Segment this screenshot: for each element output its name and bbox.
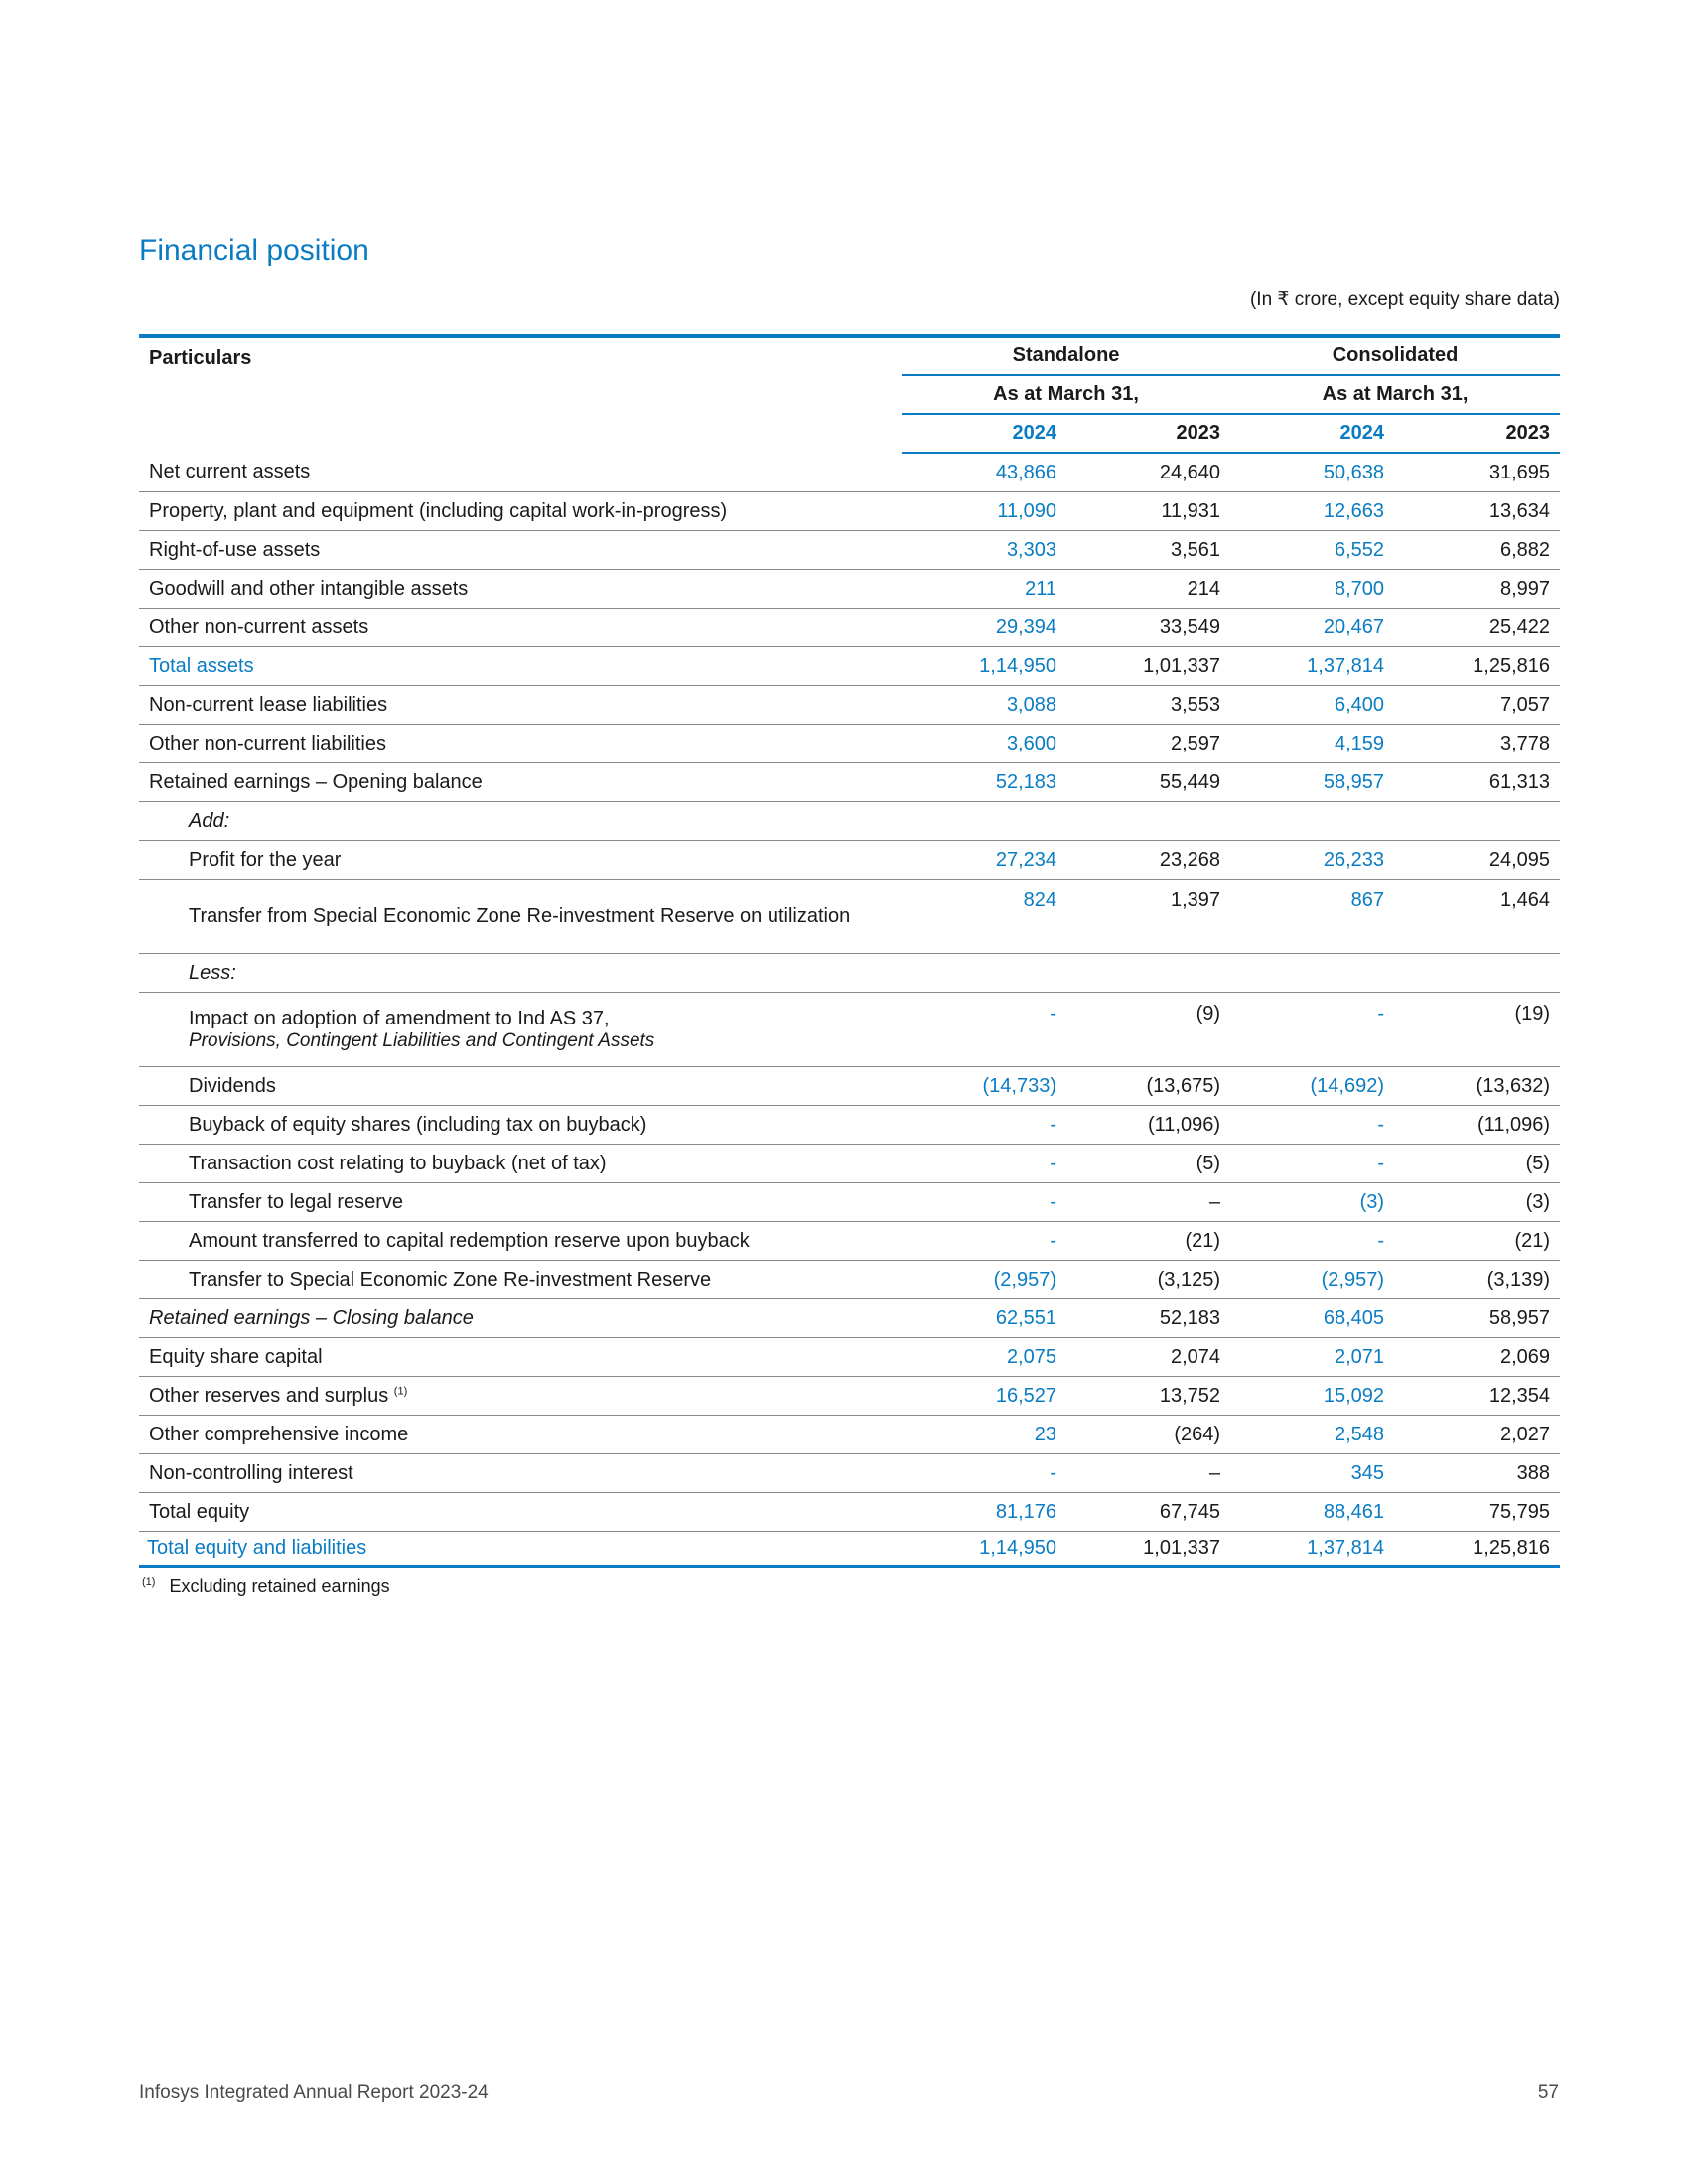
row-label: Other non-current assets: [139, 609, 902, 647]
cell-value: 25,422: [1394, 609, 1560, 647]
cell-value: 2,074: [1066, 1338, 1230, 1377]
cell-value: 867: [1230, 880, 1394, 954]
cell-value: 11,090: [902, 492, 1066, 531]
row-label: Right-of-use assets: [139, 531, 902, 570]
cell-value: 824: [902, 880, 1066, 954]
cell-value: 6,552: [1230, 531, 1394, 570]
cell-value: (3): [1394, 1183, 1560, 1222]
cell-value: 3,553: [1066, 686, 1230, 725]
cell-value: 3,561: [1066, 531, 1230, 570]
table-row: [139, 1222, 1560, 1261]
footnote: [142, 1576, 390, 1597]
table-row: [139, 841, 1560, 880]
cell-value: 8,997: [1394, 570, 1560, 609]
cell-value: (13,632): [1394, 1067, 1560, 1106]
cell-value: 55,449: [1066, 763, 1230, 802]
cell-value: 2,548: [1230, 1416, 1394, 1454]
row-label: Transaction cost relating to buyback (net of tax): [139, 1145, 902, 1183]
cell-value: -: [1230, 1222, 1394, 1261]
cell-value: 13,752: [1066, 1377, 1230, 1416]
footnote-ref: (1): [393, 1384, 408, 1397]
page-title: Financial position: [139, 234, 369, 267]
footnote-text: Excluding retained earnings: [169, 1576, 390, 1596]
cell-value: 4,159: [1230, 725, 1394, 763]
cell-value: (11,096): [1066, 1106, 1230, 1145]
cell-value: (2,957): [902, 1261, 1066, 1299]
cell-value: -: [1230, 1145, 1394, 1183]
cell-value: 3,303: [902, 531, 1066, 570]
row-label: Net current assets: [139, 453, 902, 492]
cell-value: (5): [1394, 1145, 1560, 1183]
cell-value: 11,931: [1066, 492, 1230, 531]
cell-value: (264): [1066, 1416, 1230, 1454]
row-label: Transfer to Special Economic Zone Re-investment Reserve: [139, 1261, 902, 1299]
cell-value: 1,37,814: [1230, 1532, 1394, 1567]
cell-value: 12,354: [1394, 1377, 1560, 1416]
cell-value: 75,795: [1394, 1493, 1560, 1532]
row-label: Total equity and liabilities: [139, 1532, 902, 1567]
row-label: Retained earnings – Opening balance: [139, 763, 902, 802]
table-row: [139, 763, 1560, 802]
cell-value: 27,234: [902, 841, 1066, 880]
cell-value: 2,597: [1066, 725, 1230, 763]
cell-value: 23: [902, 1416, 1066, 1454]
cell-value: 1,397: [1066, 880, 1230, 954]
table-row: [139, 1299, 1560, 1338]
table-row: [139, 453, 1560, 492]
unit-note: (In ₹ crore, except equity share data): [1249, 289, 1560, 310]
row-label: Property, plant and equipment (including capital work-in-progress): [139, 492, 902, 531]
cell-value: 214: [1066, 570, 1230, 609]
cell-value: 1,25,816: [1394, 1532, 1560, 1567]
cell-value: 3,600: [902, 725, 1066, 763]
cell-value: 88,461: [1230, 1493, 1394, 1532]
row-label: Profit for the year: [139, 841, 902, 880]
cell-value: (14,733): [902, 1067, 1066, 1106]
cell-value: (9): [1066, 993, 1230, 1067]
cell-value: (3): [1230, 1183, 1394, 1222]
row-label: Total equity: [139, 1493, 902, 1532]
cell-value: 8,700: [1230, 570, 1394, 609]
cell-value: 31,695: [1394, 453, 1560, 492]
table-row: [139, 686, 1560, 725]
cell-value: 3,088: [902, 686, 1066, 725]
cell-value: 67,745: [1066, 1493, 1230, 1532]
consolidated-header: Consolidated: [1230, 336, 1560, 375]
cell-value: 15,092: [1230, 1377, 1394, 1416]
row-label: Equity share capital: [139, 1338, 902, 1377]
table-row: [139, 725, 1560, 763]
table-row: [139, 1338, 1560, 1377]
cell-value: 6,882: [1394, 531, 1560, 570]
cell-value: -: [902, 1222, 1066, 1261]
financial-position-table: [139, 334, 1560, 1568]
row-label: Other comprehensive income: [139, 1416, 902, 1454]
cell-value: 6,400: [1230, 686, 1394, 725]
cell-value: 24,640: [1066, 453, 1230, 492]
cell-value: 1,01,337: [1066, 647, 1230, 686]
cell-value: 62,551: [902, 1299, 1066, 1338]
cell-value: –: [1066, 1454, 1230, 1493]
cell-value: 1,01,337: [1066, 1532, 1230, 1567]
cell-value: 211: [902, 570, 1066, 609]
standalone-as-at: As at March 31,: [902, 375, 1230, 414]
cell-value: 7,057: [1394, 686, 1560, 725]
row-label: Less:: [139, 954, 902, 993]
cell-value: 2,071: [1230, 1338, 1394, 1377]
year-header: 2023: [1394, 414, 1560, 453]
cell-value: 2,027: [1394, 1416, 1560, 1454]
cell-value: 388: [1394, 1454, 1560, 1493]
cell-value: 3,778: [1394, 725, 1560, 763]
cell-value: 2,075: [902, 1338, 1066, 1377]
cell-value: -: [902, 993, 1066, 1067]
table-row: [139, 1532, 1560, 1567]
cell-value: –: [1066, 1183, 1230, 1222]
year-header: 2024: [1230, 414, 1394, 453]
row-label: Total assets: [139, 647, 902, 686]
table-row: [139, 531, 1560, 570]
consolidated-as-at: As at March 31,: [1230, 375, 1560, 414]
row-label: Non-current lease liabilities: [139, 686, 902, 725]
cell-value: 50,638: [1230, 453, 1394, 492]
cell-value: 81,176: [902, 1493, 1066, 1532]
cell-value: 13,634: [1394, 492, 1560, 531]
table-row: [139, 1106, 1560, 1145]
cell-value: 29,394: [902, 609, 1066, 647]
cell-value: (5): [1066, 1145, 1230, 1183]
cell-value: 52,183: [1066, 1299, 1230, 1338]
table-row: [139, 954, 1560, 993]
table-row: [139, 647, 1560, 686]
year-header: 2023: [1066, 414, 1230, 453]
cell-value: 43,866: [902, 453, 1066, 492]
table-row: [139, 993, 1560, 1067]
cell-value: (2,957): [1230, 1261, 1394, 1299]
cell-value: 58,957: [1230, 763, 1394, 802]
cell-value: 12,663: [1230, 492, 1394, 531]
row-label: Amount transferred to capital redemption reserve upon buyback: [139, 1222, 902, 1261]
row-label: Transfer to legal reserve: [139, 1183, 902, 1222]
cell-value: 2,069: [1394, 1338, 1560, 1377]
particulars-header: Particulars: [149, 347, 252, 369]
row-label: Non-controlling interest: [139, 1454, 902, 1493]
cell-value: 23,268: [1066, 841, 1230, 880]
page-number: 57: [1537, 2082, 1559, 2103]
standalone-header: Standalone: [902, 336, 1230, 375]
cell-value: (3,139): [1394, 1261, 1560, 1299]
cell-value: 1,464: [1394, 880, 1560, 954]
table-row: [139, 1183, 1560, 1222]
table-row: [139, 570, 1560, 609]
table-row: [139, 1416, 1560, 1454]
cell-value: 33,549: [1066, 609, 1230, 647]
row-label-sub: Provisions, Contingent Liabilities and Contingent Assets: [189, 1029, 655, 1051]
cell-value: (14,692): [1230, 1067, 1394, 1106]
table-row: [139, 1377, 1560, 1416]
table-row: [139, 1067, 1560, 1106]
row-label-text: Other reserves and surplus: [149, 1384, 389, 1407]
cell-value: 24,095: [1394, 841, 1560, 880]
cell-value: -: [1230, 1106, 1394, 1145]
report-footer: Infosys Integrated Annual Report 2023-24: [139, 2082, 489, 2103]
cell-value: (19): [1394, 993, 1560, 1067]
table-row: [139, 609, 1560, 647]
row-label: Buyback of equity shares (including tax on buyback): [139, 1106, 902, 1145]
table-row: [139, 1493, 1560, 1532]
cell-value: -: [902, 1106, 1066, 1145]
table-row: [139, 1454, 1560, 1493]
cell-value: 52,183: [902, 763, 1066, 802]
cell-value: (11,096): [1394, 1106, 1560, 1145]
year-header: 2024: [902, 414, 1066, 453]
cell-value: 1,14,950: [902, 647, 1066, 686]
cell-value: 68,405: [1230, 1299, 1394, 1338]
cell-value: -: [902, 1145, 1066, 1183]
row-label: Retained earnings – Closing balance: [139, 1299, 902, 1338]
row-label: Add:: [139, 802, 902, 841]
cell-value: 1,25,816: [1394, 647, 1560, 686]
cell-value: 16,527: [902, 1377, 1066, 1416]
row-label: Goodwill and other intangible assets: [139, 570, 902, 609]
cell-value: 1,14,950: [902, 1532, 1066, 1567]
cell-value: 20,467: [1230, 609, 1394, 647]
table-row: [139, 492, 1560, 531]
table-row: [139, 1261, 1560, 1299]
cell-value: -: [1230, 993, 1394, 1067]
cell-value: 26,233: [1230, 841, 1394, 880]
row-label: [139, 1377, 902, 1416]
row-label: [139, 993, 902, 1067]
footnote-mark: (1): [142, 1576, 156, 1588]
table-row: [139, 802, 1560, 841]
cell-value: (13,675): [1066, 1067, 1230, 1106]
cell-value: (21): [1394, 1222, 1560, 1261]
row-label: Transfer from Special Economic Zone Re-investment Reserve on utilization: [139, 880, 902, 954]
cell-value: 1,37,814: [1230, 647, 1394, 686]
cell-value: (21): [1066, 1222, 1230, 1261]
cell-value: -: [902, 1454, 1066, 1493]
cell-value: 58,957: [1394, 1299, 1560, 1338]
cell-value: -: [902, 1183, 1066, 1222]
row-label: Dividends: [139, 1067, 902, 1106]
row-label-main: Impact on adoption of amendment to Ind AS 37,: [189, 1007, 610, 1029]
row-label: Other non-current liabilities: [139, 725, 902, 763]
cell-value: 345: [1230, 1454, 1394, 1493]
table-row: [139, 1145, 1560, 1183]
cell-value: 61,313: [1394, 763, 1560, 802]
cell-value: (3,125): [1066, 1261, 1230, 1299]
table-row: [139, 880, 1560, 954]
